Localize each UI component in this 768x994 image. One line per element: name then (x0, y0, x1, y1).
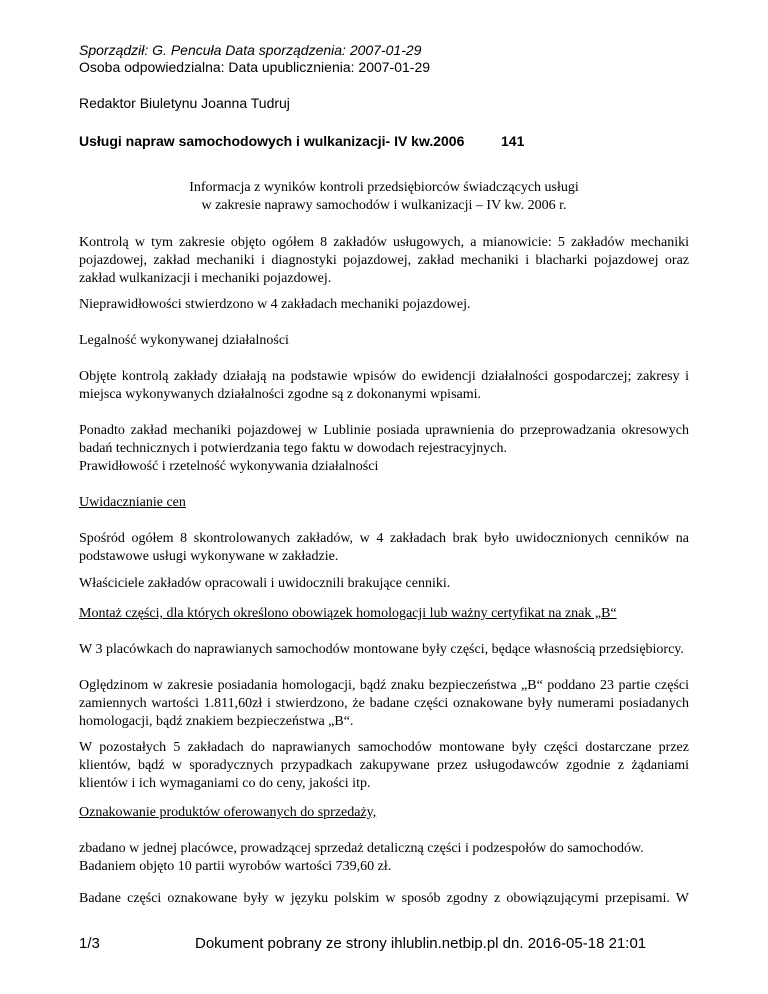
paragraph-labeling-result: Badane części oznakowane były w języku polskim w sposób zgodny z obowiązującymi przepisami. W (79, 891, 689, 906)
paragraph-legality: Objęte kontrolą zakłady działają na podstawie wpisów do ewidencji działalności gospodarczej; zakresy i miejsca wykonywanych działalności zgodne są z dokonanymi wpisami. (79, 369, 689, 402)
info-heading-line-2: w zakresie naprawy samochodów i wulkanizacji – IV kw. 2006 r. (201, 198, 567, 213)
section-heading-legality: Legalność wykonywanej działalności (79, 333, 289, 348)
editor-line: Redaktor Biuletynu Joanna Tudruj (79, 95, 290, 111)
responsible-person-line: Osoba odpowiedzialna: Data upublicznienia: 2007-01-29 (79, 59, 431, 75)
download-source-note: Dokument pobrany ze strony ihlublin.netbip.pl dn. 2016-05-18 21:01 (195, 935, 647, 952)
paragraph-scope: Kontrolą w tym zakresie objęto ogółem 8 zakładów usługowych, a mianowicie: 5 zakładów mechaniki pojazdowej, zakład mechaniki i diagnostyki pojazdowej, zakład mechaniki i blacharki pojazdowej oraz zakład wulkanizacji i mechaniki pojazdowej. (79, 235, 689, 286)
section-heading-prices: Uwidacznianie cen (79, 495, 186, 510)
paragraph-homologation: Oględzinom w zakresie posiadania homologacji, bądź znaku bezpieczeństwa „B“ poddano 23 partie części zamiennych wartości 1.811,60zł i stwierdzono, że badane części oznakowane były numerami posiadanych homologacji, bądź znakiem bezpieczeństwa „B“. (79, 678, 689, 729)
section-heading-correctness: Prawidłowość i rzetelność wykonywania działalności (79, 459, 379, 474)
prepared-by-line: Sporządził: G. Pencuła Data sporządzenia: 2007-01-29 (79, 42, 422, 58)
document-title: Usługi napraw samochodowych i wulkanizacji- IV kw.2006 (79, 133, 465, 149)
paragraph-labeling-scope: zbadano w jednej placówce, prowadzącej sprzedaż detaliczną części i podzespołów do samochodów. (79, 841, 644, 856)
paragraph-price-lists: Właściciele zakładów opracowali i uwidocznili brakujące cenniki. (79, 576, 451, 591)
document-number: 141 (501, 133, 525, 149)
section-heading-parts: Montaż części, dla których określono obowiązek homologacji lub ważny certyfikat na znak „B“ (79, 606, 617, 621)
paragraph-parts-owned: W 3 placówkach do naprawianych samochodów montowane były części, będące własnością przedsiębiorcy. (79, 642, 684, 657)
paragraph-client-parts: W pozostałych 5 zakładach do naprawianych samochodów montowane były części dostarczane przez klientów, bądź w sporadycznych przypadkach zakupywane przez usługodawców zgodnie z żądaniami klientów i ich wymaganiami co do ceny, jakości itp. (79, 740, 689, 791)
page-number: 1/3 (79, 935, 100, 952)
info-heading-line-1: Informacja z wyników kontroli przedsiębiorców świadczących usługi (189, 180, 579, 195)
paragraph-labeling-batches: Badaniem objęto 10 partii wyrobów wartości 739,60 zł. (79, 859, 392, 874)
paragraph-prices: Spośród ogółem 8 skontrolowanych zakładów, w 4 zakładach brak było uwidocznionych cenników na podstawowe usługi wykonywane w zakładzie. (79, 531, 689, 564)
paragraph-irregularities: Nieprawidłowości stwierdzono w 4 zakładach mechaniki pojazdowej. (79, 297, 471, 312)
paragraph-inspections: Ponadto zakład mechaniki pojazdowej w Lublinie posiada uprawnienia do przeprowadzania okresowych badań technicznych i potwierdzania tego faktu w dowodach rejestracyjnych. (79, 423, 689, 456)
section-heading-labeling: Oznakowanie produktów oferowanych do sprzedaży, (79, 805, 377, 820)
